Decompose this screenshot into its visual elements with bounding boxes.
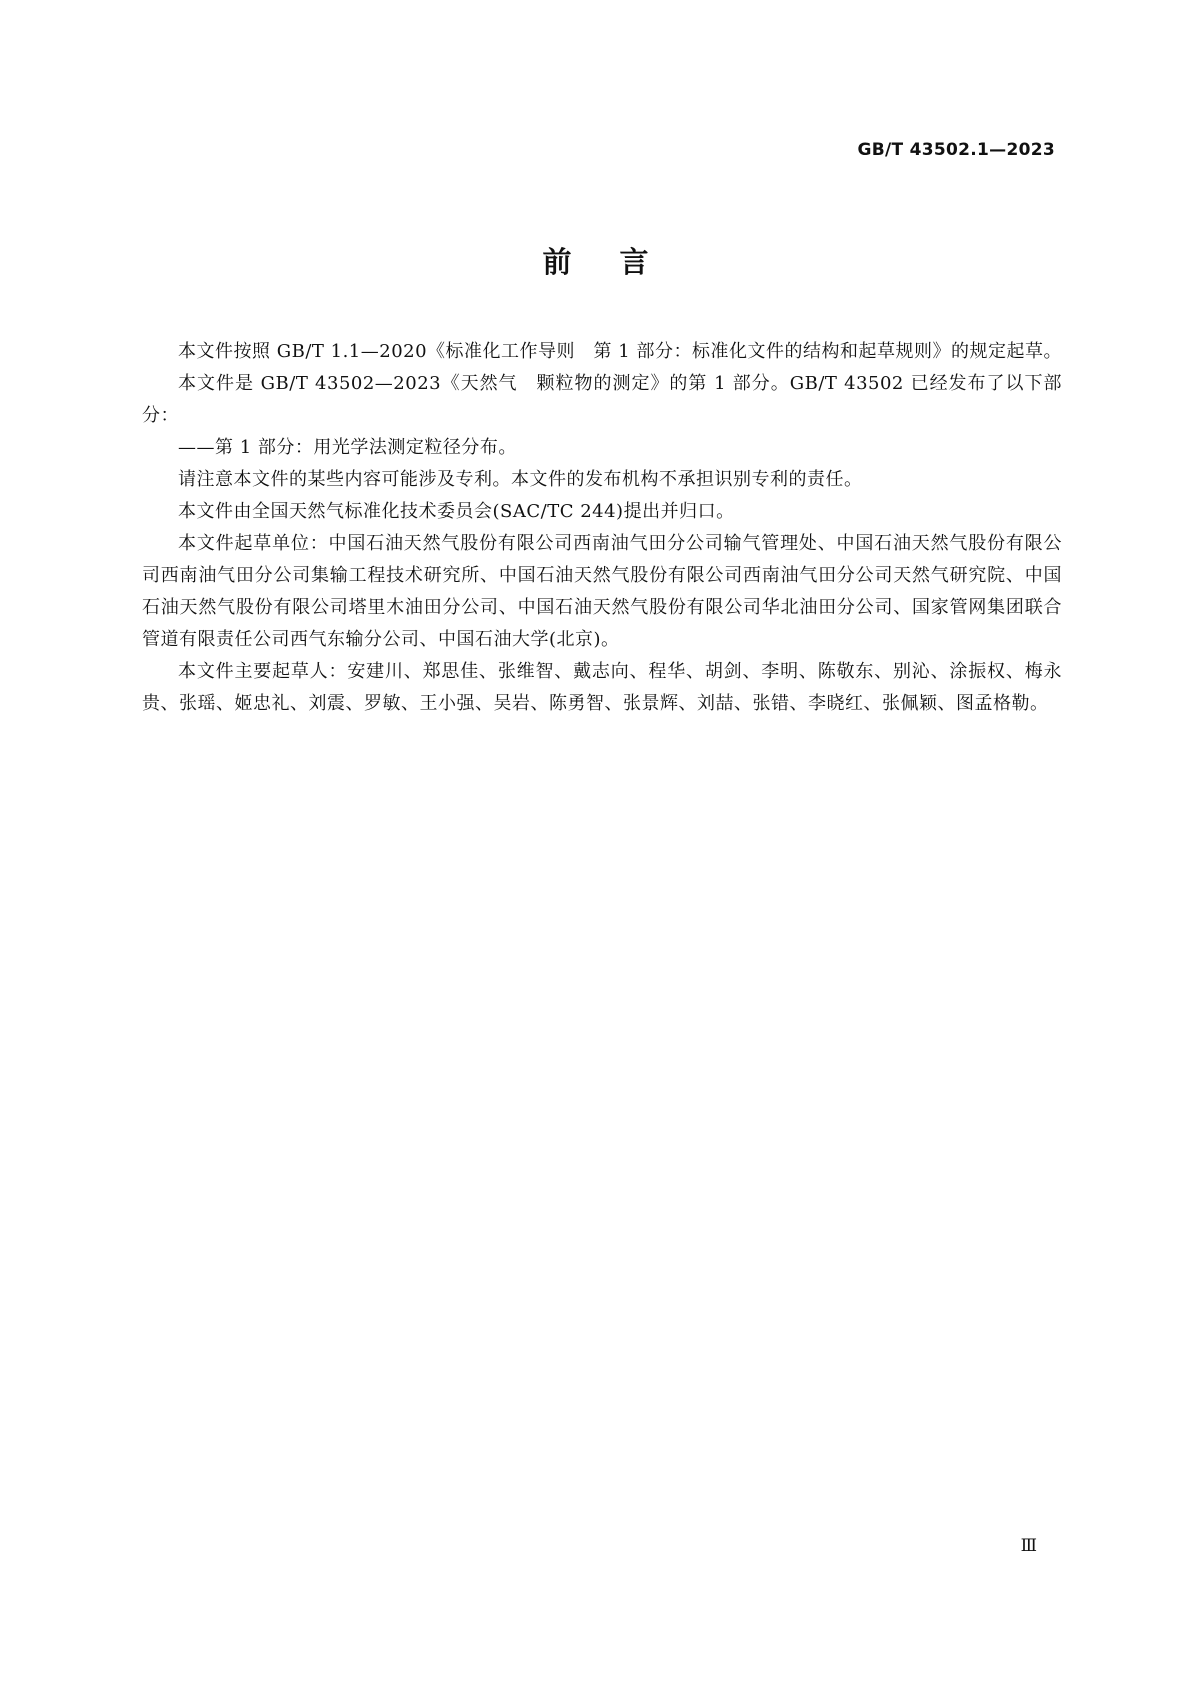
paragraph-patent-notice: 请注意本文件的某些内容可能涉及专利。本文件的发布机构不承担识别专利的责任。 <box>178 469 863 490</box>
paragraph-series-info: 本文件是 GB/T 43502—2023《天然气 颗粒物的测定》的第 1 部分。GB/T 43502 已经发布了以下部分： <box>142 373 1062 426</box>
paragraph-drafters: 本文件主要起草人：安建川、郑思佳、张维智、戴志向、程华、胡剑、李明、陈敬东、别沁、涂振权、梅永贵、张瑶、姬忠礼、刘震、罗敏、王小强、吴岩、陈勇智、张景辉、刘喆、张错、李晓红、张佩颖、图孟格勒。 <box>142 661 1062 714</box>
paragraph-committee: 本文件由全国天然气标准化技术委员会(SAC/TC 244)提出并归口。 <box>178 501 735 522</box>
standard-number: GB/T 43502.1—2023 <box>857 140 1055 160</box>
page-number: Ⅲ <box>1020 1536 1037 1556</box>
foreword-body <box>142 336 1062 720</box>
page-title: 前言 <box>542 245 697 279</box>
paragraph-part-list-item: ——第 1 部分：用光学法测定粒径分布。 <box>178 437 517 458</box>
paragraph-drafting-units: 本文件起草单位：中国石油天然气股份有限公司西南油气田分公司输气管理处、中国石油天然气股份有限公司西南油气田分公司集输工程技术研究所、中国石油天然气股份有限公司西南油气田分公司天然气研究院、中国石油天然气股份有限公司塔里木油田分公司、中国石油天然气股份有限公司华北油田分公司、国家管网集团联合管道有限责任公司西气东输分公司、中国石油大学(北京)。 <box>142 533 1062 650</box>
paragraph-drafting-rules: 本文件按照 GB/T 1.1—2020《标准化工作导则 第 1 部分：标准化文件的结构和起草规则》的规定起草。 <box>178 341 1062 362</box>
